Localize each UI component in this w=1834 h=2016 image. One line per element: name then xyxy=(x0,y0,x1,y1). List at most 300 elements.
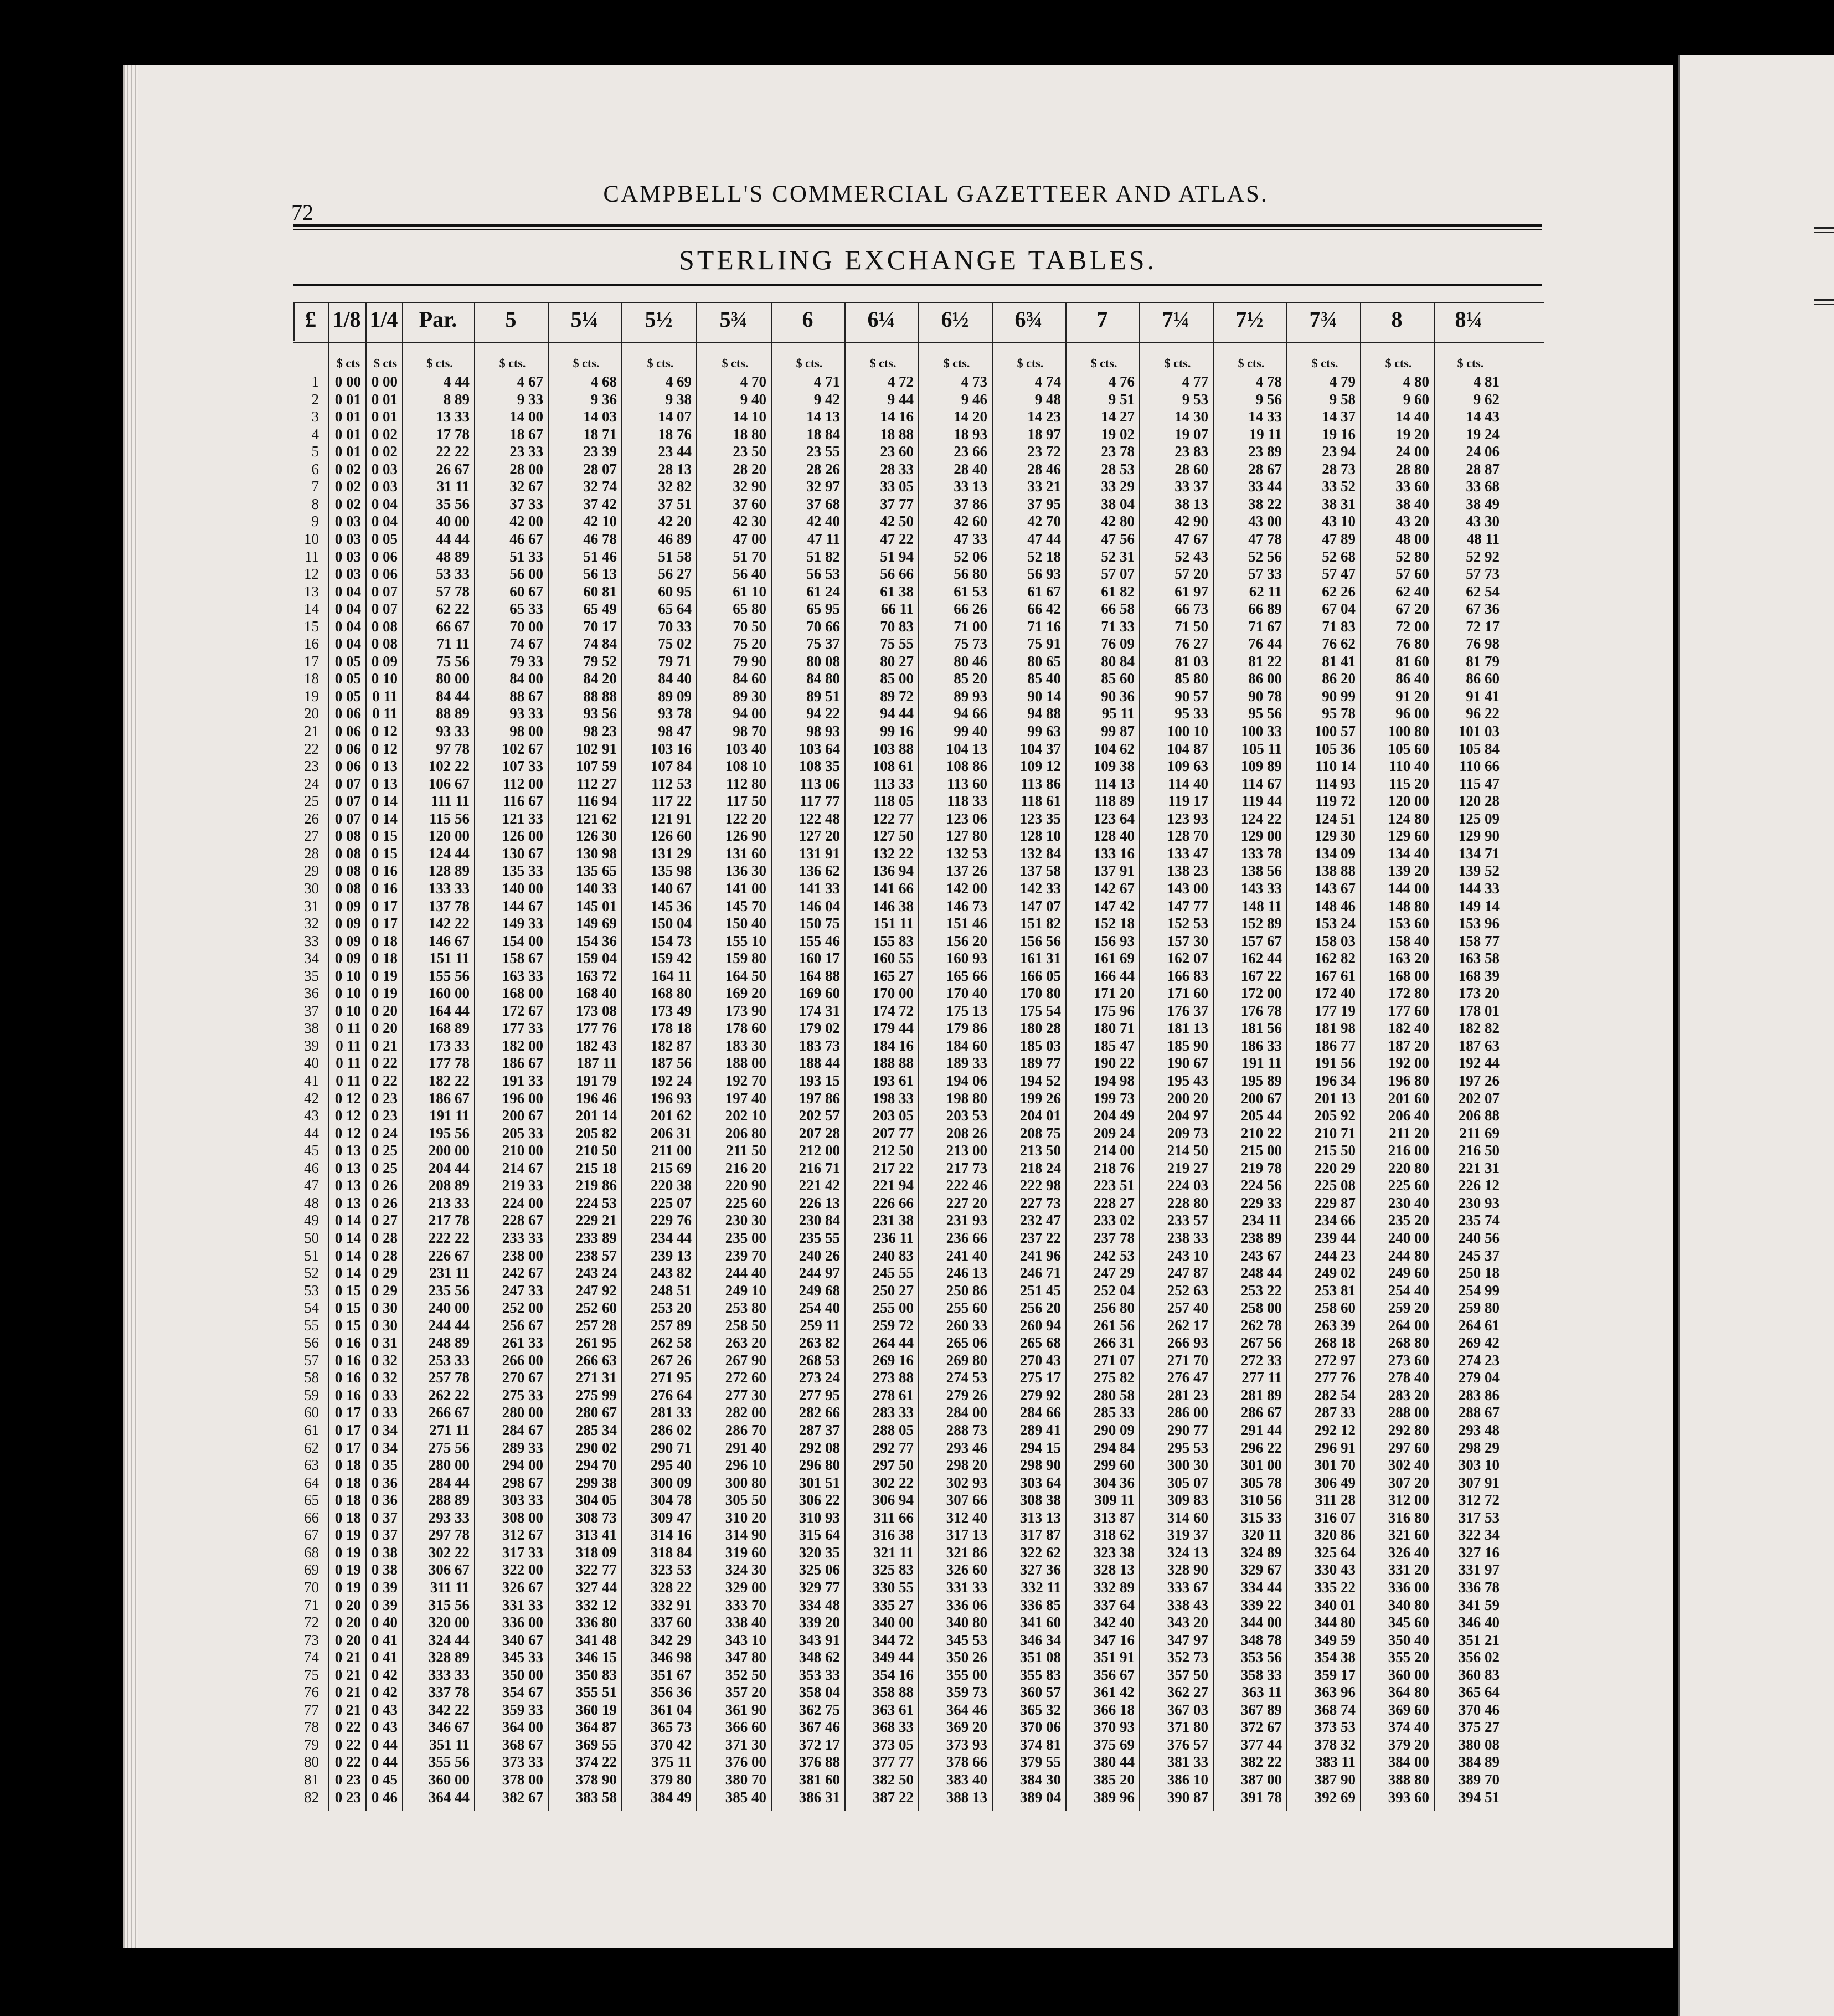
table-cell: 47 67 xyxy=(1174,530,1208,547)
table-cell: 280 67 xyxy=(575,1404,617,1421)
table-cell: 321 86 xyxy=(946,1544,987,1561)
table-cell: 76 27 xyxy=(1174,635,1208,652)
table-cell: 42 80 xyxy=(1101,513,1135,530)
table-cell: 360 57 xyxy=(1019,1684,1061,1701)
table-cell: 136 62 xyxy=(798,862,840,880)
table-cell: 283 20 xyxy=(1388,1386,1429,1403)
table-cell: 333 33 xyxy=(428,1666,470,1683)
table-cell: 117 22 xyxy=(651,793,692,810)
table-cell: 232 47 xyxy=(1019,1212,1061,1229)
table-cell: 293 46 xyxy=(946,1439,987,1456)
table-cell: 181 13 xyxy=(1167,1020,1208,1037)
table-cell: 190 67 xyxy=(1167,1055,1208,1072)
table-cell: 197 26 xyxy=(1458,1072,1500,1089)
table-cell: 0 04 xyxy=(334,635,361,652)
table-cell: 28 53 xyxy=(1101,460,1135,477)
table-cell: 0 14 xyxy=(371,793,398,810)
table-cell: 183 73 xyxy=(798,1037,840,1054)
row-pound: 71 xyxy=(304,1596,319,1613)
table-cell: 225 60 xyxy=(725,1194,766,1211)
table-cell: 150 04 xyxy=(650,915,692,932)
table-cell: 229 33 xyxy=(1240,1194,1282,1211)
table-cell: 288 05 xyxy=(872,1422,914,1438)
table-cell: 0 06 xyxy=(334,723,361,739)
table-cell: 79 90 xyxy=(733,652,766,670)
table-cell: 300 09 xyxy=(650,1474,692,1491)
table-cell: 264 00 xyxy=(1388,1316,1429,1334)
row-pound: 21 xyxy=(304,723,319,739)
table-cell: 178 01 xyxy=(1458,1002,1500,1019)
table-cell: 33 21 xyxy=(1027,478,1061,495)
table-cell: 164 88 xyxy=(798,967,840,984)
table-cell: 236 66 xyxy=(946,1229,987,1246)
table-cell: 0 11 xyxy=(336,1037,361,1054)
table-cell: 75 91 xyxy=(1027,635,1061,652)
table-cell: 172 80 xyxy=(1388,985,1429,1002)
table-cell: 288 73 xyxy=(946,1422,987,1438)
table-cell: 168 00 xyxy=(502,985,543,1002)
table-cell: 205 82 xyxy=(575,1124,617,1141)
table-cell: 184 60 xyxy=(946,1037,987,1054)
table-cell: 95 78 xyxy=(1322,705,1356,722)
table-cell: 42 00 xyxy=(509,513,543,530)
table-cell: 302 93 xyxy=(946,1474,987,1491)
table-cell: 254 99 xyxy=(1458,1282,1500,1299)
table-cell: 0 19 xyxy=(371,985,398,1002)
unit-header: $ cts xyxy=(373,356,398,370)
table-cell: 301 70 xyxy=(1314,1457,1356,1474)
table-cell: 0 35 xyxy=(371,1457,398,1474)
table-cell: 302 22 xyxy=(428,1544,470,1561)
table-cell: 56 93 xyxy=(1027,565,1061,583)
table-cell: 300 30 xyxy=(1167,1457,1208,1474)
table-cell: 0 26 xyxy=(371,1194,398,1211)
row-pound: 44 xyxy=(304,1124,319,1141)
table-cell: 331 33 xyxy=(502,1596,543,1613)
table-cell: 168 80 xyxy=(650,985,692,1002)
table-cell: 373 05 xyxy=(872,1736,914,1753)
right-page-rule xyxy=(1814,227,1834,233)
table-cell: 281 89 xyxy=(1240,1386,1282,1403)
table-cell: 61 24 xyxy=(806,583,840,600)
table-cell: 71 11 xyxy=(436,635,470,652)
table-cell: 51 33 xyxy=(509,548,543,565)
table-cell: 290 77 xyxy=(1167,1422,1208,1438)
table-cell: 199 26 xyxy=(1019,1089,1061,1107)
row-pound: 34 xyxy=(304,950,319,967)
table-cell: 373 93 xyxy=(946,1736,987,1753)
table-cell: 197 86 xyxy=(798,1089,840,1107)
table-cell: 109 63 xyxy=(1167,758,1208,775)
table-cell: 131 29 xyxy=(650,845,692,862)
table-cell: 75 55 xyxy=(880,635,914,652)
table-cell: 118 33 xyxy=(947,793,987,810)
table-cell: 84 60 xyxy=(733,670,766,687)
table-cell: 0 42 xyxy=(371,1666,398,1683)
table-cell: 194 98 xyxy=(1093,1072,1135,1089)
table-cell: 0 43 xyxy=(371,1719,398,1736)
table-cell: 196 93 xyxy=(650,1089,692,1107)
table-cell: 212 50 xyxy=(872,1142,914,1159)
column-header: 6¼ xyxy=(867,307,895,332)
table-cell: 205 44 xyxy=(1240,1107,1282,1124)
table-cell: 240 00 xyxy=(428,1299,470,1316)
table-cell: 0 03 xyxy=(334,565,361,583)
table-cell: 37 60 xyxy=(733,495,766,512)
table-cell: 18 80 xyxy=(733,425,766,443)
table-cell: 0 21 xyxy=(334,1666,361,1683)
table-cell: 213 50 xyxy=(1019,1142,1061,1159)
table-cell: 318 62 xyxy=(1093,1526,1135,1544)
table-cell: 323 38 xyxy=(1093,1544,1135,1561)
table-cell: 113 06 xyxy=(800,775,840,792)
table-cell: 128 40 xyxy=(1093,827,1135,845)
table-cell: 72 17 xyxy=(1466,618,1500,635)
table-cell: 23 33 xyxy=(509,443,543,460)
table-cell: 206 31 xyxy=(650,1124,692,1141)
table-cell: 247 29 xyxy=(1093,1264,1135,1282)
table-cell: 160 00 xyxy=(428,985,470,1002)
table-cell: 249 02 xyxy=(1314,1264,1356,1282)
table-cell: 0 10 xyxy=(334,967,361,984)
table-cell: 145 36 xyxy=(650,897,692,914)
table-cell: 268 18 xyxy=(1314,1334,1356,1351)
table-cell: 233 57 xyxy=(1167,1212,1208,1229)
table-cell: 47 56 xyxy=(1101,530,1135,547)
table-cell: 178 18 xyxy=(650,1020,692,1037)
table-cell: 61 67 xyxy=(1027,583,1061,600)
table-cell: 268 53 xyxy=(798,1351,840,1369)
table-cell: 361 42 xyxy=(1093,1684,1135,1701)
table-cell: 37 42 xyxy=(583,495,617,512)
table-cell: 260 33 xyxy=(946,1316,987,1334)
table-cell: 292 12 xyxy=(1314,1422,1356,1438)
table-cell: 0 14 xyxy=(334,1247,361,1264)
table-cell: 261 33 xyxy=(502,1334,543,1351)
table-cell: 275 82 xyxy=(1093,1369,1135,1386)
table-cell: 164 11 xyxy=(651,967,692,984)
table-cell: 252 60 xyxy=(575,1299,617,1316)
table-cell: 281 23 xyxy=(1167,1386,1208,1403)
row-pound: 8 xyxy=(311,495,319,512)
table-cell: 51 94 xyxy=(880,548,914,565)
table-cell: 93 78 xyxy=(658,705,692,722)
table-cell: 242 67 xyxy=(502,1264,543,1282)
table-cell: 9 38 xyxy=(665,390,692,408)
table-cell: 295 40 xyxy=(650,1457,692,1474)
table-cell: 148 11 xyxy=(1241,897,1282,914)
table-cell: 114 40 xyxy=(1168,775,1208,792)
table-cell: 308 38 xyxy=(1019,1492,1061,1509)
table-cell: 159 80 xyxy=(725,950,766,967)
table-cell: 9 60 xyxy=(1403,390,1429,408)
table-cell: 282 54 xyxy=(1314,1386,1356,1403)
table-cell: 327 16 xyxy=(1458,1544,1500,1561)
table-cell: 18 67 xyxy=(509,425,543,443)
table-cell: 235 20 xyxy=(1388,1212,1429,1229)
table-cell: 119 17 xyxy=(1168,793,1208,810)
table-cell: 125 09 xyxy=(1458,810,1500,827)
table-cell: 317 53 xyxy=(1458,1509,1500,1526)
table-cell: 100 80 xyxy=(1388,723,1429,739)
table-cell: 306 22 xyxy=(798,1492,840,1509)
table-cell: 288 89 xyxy=(428,1492,470,1509)
table-cell: 164 44 xyxy=(428,1002,470,1019)
table-cell: 189 77 xyxy=(1019,1055,1061,1072)
table-cell: 359 17 xyxy=(1314,1666,1356,1683)
table-cell: 292 77 xyxy=(872,1439,914,1456)
table-cell: 220 90 xyxy=(725,1177,766,1194)
table-cell: 0 41 xyxy=(371,1631,398,1648)
row-pound: 64 xyxy=(304,1474,319,1491)
table-cell: 162 82 xyxy=(1314,950,1356,967)
table-cell: 244 80 xyxy=(1388,1247,1429,1264)
row-pound: 82 xyxy=(304,1788,319,1806)
table-cell: 151 11 xyxy=(429,950,470,967)
table-cell: 341 48 xyxy=(575,1631,617,1648)
table-cell: 378 66 xyxy=(946,1753,987,1771)
table-cell: 93 33 xyxy=(436,723,470,739)
table-cell: 295 53 xyxy=(1167,1439,1208,1456)
table-cell: 342 29 xyxy=(650,1631,692,1648)
table-cell: 228 27 xyxy=(1093,1194,1135,1211)
table-cell: 135 65 xyxy=(575,862,617,880)
table-cell: 332 11 xyxy=(1021,1578,1061,1596)
table-cell: 95 56 xyxy=(1248,705,1282,722)
table-cell: 262 22 xyxy=(428,1386,470,1403)
table-cell: 266 67 xyxy=(428,1404,470,1421)
table-cell: 123 93 xyxy=(1167,810,1208,827)
table-cell: 96 00 xyxy=(1395,705,1429,722)
table-cell: 0 44 xyxy=(371,1753,398,1771)
table-cell: 0 04 xyxy=(334,600,361,618)
table-cell: 129 60 xyxy=(1388,827,1429,845)
table-cell: 137 58 xyxy=(1019,862,1061,880)
table-cell: 331 20 xyxy=(1388,1561,1429,1578)
table-cell: 52 92 xyxy=(1466,548,1500,565)
table-cell: 28 60 xyxy=(1174,460,1208,477)
table-cell: 282 66 xyxy=(798,1404,840,1421)
table-cell: 240 83 xyxy=(872,1247,914,1264)
row-pound: 74 xyxy=(304,1649,319,1666)
unit-header: $ cts. xyxy=(1311,356,1338,370)
table-cell: 268 80 xyxy=(1388,1334,1429,1351)
table-cell: 51 58 xyxy=(658,548,692,565)
table-cell: 122 77 xyxy=(872,810,914,827)
table-cell: 0 19 xyxy=(334,1561,361,1578)
table-cell: 0 16 xyxy=(334,1334,361,1351)
table-cell: 317 87 xyxy=(1019,1526,1061,1544)
table-cell: 213 33 xyxy=(428,1194,470,1211)
table-cell: 56 80 xyxy=(954,565,987,583)
table-cell: 131 60 xyxy=(725,845,766,862)
table-cell: 0 03 xyxy=(371,478,398,495)
table-cell: 360 19 xyxy=(575,1701,617,1718)
table-cell: 235 74 xyxy=(1458,1212,1500,1229)
table-cell: 277 95 xyxy=(798,1386,840,1403)
table-cell: 95 33 xyxy=(1174,705,1208,722)
table-cell: 243 67 xyxy=(1240,1247,1282,1264)
table-cell: 299 38 xyxy=(575,1474,617,1491)
table-cell: 0 21 xyxy=(371,1037,398,1054)
table-cell: 257 78 xyxy=(428,1369,470,1386)
table-cell: 0 14 xyxy=(334,1212,361,1229)
table-cell: 320 00 xyxy=(428,1614,470,1631)
table-cell: 0 17 xyxy=(371,897,398,914)
table-cell: 214 67 xyxy=(502,1159,543,1176)
table-cell: 276 64 xyxy=(650,1386,692,1403)
table-cell: 336 06 xyxy=(946,1596,987,1613)
table-cell: 360 00 xyxy=(428,1771,470,1788)
table-cell: 84 40 xyxy=(658,670,692,687)
table-cell: 118 89 xyxy=(1094,793,1135,810)
table-cell: 196 34 xyxy=(1314,1072,1356,1089)
table-cell: 66 58 xyxy=(1101,600,1135,618)
table-cell: 0 17 xyxy=(334,1404,361,1421)
table-cell: 163 33 xyxy=(502,967,543,984)
table-cell: 259 20 xyxy=(1388,1299,1429,1316)
table-cell: 9 58 xyxy=(1329,390,1356,408)
table-cell: 227 20 xyxy=(946,1194,987,1211)
table-cell: 263 39 xyxy=(1314,1316,1356,1334)
table-cell: 0 16 xyxy=(371,880,398,897)
table-cell: 167 61 xyxy=(1314,967,1356,984)
table-cell: 46 78 xyxy=(583,530,617,547)
table-cell: 324 89 xyxy=(1240,1544,1282,1561)
table-cell: 23 60 xyxy=(880,443,914,460)
table-cell: 310 20 xyxy=(725,1509,766,1526)
table-cell: 0 17 xyxy=(334,1422,361,1438)
table-cell: 379 55 xyxy=(1019,1753,1061,1771)
table-cell: 341 59 xyxy=(1458,1596,1500,1613)
table-cell: 247 33 xyxy=(502,1282,543,1299)
table-cell: 310 56 xyxy=(1240,1492,1282,1509)
table-cell: 369 55 xyxy=(575,1736,617,1753)
table-cell: 154 73 xyxy=(650,932,692,949)
table-cell: 259 80 xyxy=(1458,1299,1500,1316)
table-cell: 374 40 xyxy=(1388,1719,1429,1736)
table-cell: 0 04 xyxy=(334,583,361,600)
table-cell: 236 11 xyxy=(873,1229,914,1246)
column-header: Par. xyxy=(419,307,457,332)
table-cell: 156 93 xyxy=(1093,932,1135,949)
unit-header: $ cts. xyxy=(573,356,600,370)
table-cell: 19 02 xyxy=(1101,425,1135,443)
table-cell: 175 96 xyxy=(1093,1002,1135,1019)
table-cell: 0 40 xyxy=(371,1614,398,1631)
table-cell: 301 00 xyxy=(1240,1457,1282,1474)
table-cell: 107 84 xyxy=(650,758,692,775)
column-header: 5½ xyxy=(645,307,673,332)
table-cell: 0 07 xyxy=(371,583,398,600)
table-cell: 0 09 xyxy=(334,950,361,967)
table-cell: 133 78 xyxy=(1240,845,1282,862)
table-cell: 241 96 xyxy=(1019,1247,1061,1264)
table-cell: 280 00 xyxy=(502,1404,543,1421)
table-cell: 303 33 xyxy=(502,1492,543,1509)
table-cell: 240 26 xyxy=(798,1247,840,1264)
table-cell: 301 51 xyxy=(798,1474,840,1491)
table-cell: 85 80 xyxy=(1174,670,1208,687)
table-cell: 367 46 xyxy=(798,1719,840,1736)
table-cell: 376 88 xyxy=(798,1753,840,1771)
table-cell: 0 19 xyxy=(371,967,398,984)
table-cell: 0 20 xyxy=(371,1020,398,1037)
table-cell: 306 67 xyxy=(428,1561,470,1578)
table-cell: 71 67 xyxy=(1248,618,1282,635)
table-cell: 367 89 xyxy=(1240,1701,1282,1718)
table-cell: 51 46 xyxy=(583,548,617,565)
table-cell: 259 11 xyxy=(800,1316,840,1334)
table-cell: 147 07 xyxy=(1019,897,1061,914)
table-cell: 139 20 xyxy=(1388,862,1429,880)
table-cell: 0 12 xyxy=(334,1089,361,1107)
table-cell: 186 33 xyxy=(1240,1037,1282,1054)
table-cell: 47 89 xyxy=(1322,530,1356,547)
table-cell: 0 22 xyxy=(334,1719,361,1736)
table-cell: 43 10 xyxy=(1322,513,1356,530)
table-cell: 159 04 xyxy=(575,950,617,967)
row-pound: 35 xyxy=(304,967,319,984)
table-cell: 61 82 xyxy=(1101,583,1135,600)
table-cell: 204 44 xyxy=(428,1159,470,1176)
table-cell: 311 28 xyxy=(1315,1492,1356,1509)
table-cell: 371 80 xyxy=(1167,1719,1208,1736)
table-cell: 177 76 xyxy=(575,1020,617,1037)
table-cell: 56 00 xyxy=(509,565,543,583)
table-cell: 147 42 xyxy=(1093,897,1135,914)
table-cell: 213 00 xyxy=(946,1142,987,1159)
table-cell: 124 80 xyxy=(1388,810,1429,827)
table-cell: 328 90 xyxy=(1167,1561,1208,1578)
table-cell: 4 68 xyxy=(590,373,617,390)
table-cell: 0 15 xyxy=(334,1316,361,1334)
table-cell: 65 95 xyxy=(806,600,840,618)
table-cell: 0 18 xyxy=(371,950,398,967)
table-cell: 23 66 xyxy=(954,443,987,460)
table-cell: 244 44 xyxy=(428,1316,470,1334)
table-cell: 342 22 xyxy=(428,1701,470,1718)
table-cell: 185 03 xyxy=(1019,1037,1061,1054)
table-cell: 303 10 xyxy=(1458,1457,1500,1474)
table-cell: 146 67 xyxy=(428,932,470,949)
table-cell: 70 33 xyxy=(658,618,692,635)
table-cell: 14 16 xyxy=(880,408,914,425)
row-pound: 56 xyxy=(304,1334,319,1351)
row-pound: 2 xyxy=(311,390,319,408)
table-cell: 37 68 xyxy=(806,495,840,512)
table-cell: 344 80 xyxy=(1314,1614,1356,1631)
table-cell: 0 14 xyxy=(334,1229,361,1246)
table-cell: 378 00 xyxy=(502,1771,543,1788)
table-cell: 0 39 xyxy=(371,1578,398,1596)
table-cell: 123 35 xyxy=(1019,810,1061,827)
table-cell: 103 16 xyxy=(650,740,692,757)
table-cell: 355 83 xyxy=(1019,1666,1061,1683)
table-cell: 131 91 xyxy=(798,845,840,862)
row-pound: 25 xyxy=(304,793,319,810)
table-cell: 38 04 xyxy=(1101,495,1135,512)
table-cell: 138 23 xyxy=(1167,862,1208,880)
table-cell: 356 36 xyxy=(650,1684,692,1701)
table-cell: 9 46 xyxy=(961,390,987,408)
table-cell: 370 42 xyxy=(650,1736,692,1753)
table-cell: 226 67 xyxy=(428,1247,470,1264)
table-cell: 291 40 xyxy=(725,1439,766,1456)
table-cell: 384 00 xyxy=(1388,1753,1429,1771)
table-cell: 9 33 xyxy=(517,390,543,408)
table-cell: 158 40 xyxy=(1388,932,1429,949)
